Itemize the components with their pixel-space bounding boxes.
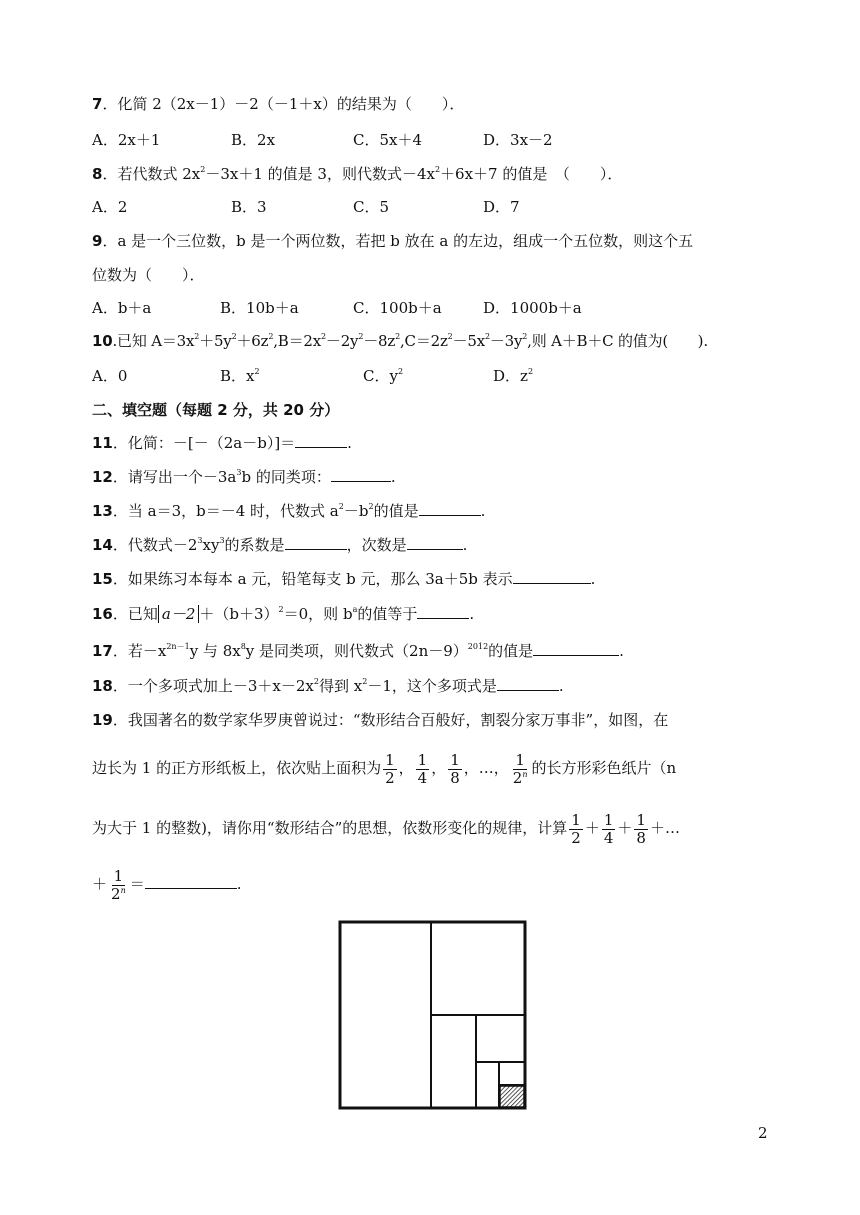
question-text: ＋6z <box>236 332 269 350</box>
question-text: 的值是 <box>488 642 534 660</box>
question-19-line-3 <box>92 808 680 848</box>
fraction <box>511 752 530 787</box>
question-8 <box>92 164 622 184</box>
ellipsis: …， <box>478 759 509 777</box>
option-b: B．10b＋a <box>220 299 299 317</box>
exponent: 3 <box>197 536 203 545</box>
question-14 <box>92 535 467 555</box>
absolute-value: a－2 <box>158 605 200 623</box>
exponent: 3 <box>236 468 242 477</box>
question-text: －3y <box>489 332 523 350</box>
question-text: y 与 8x <box>189 642 241 660</box>
question-text: －2y <box>325 332 359 350</box>
exponent: n <box>522 769 528 779</box>
fraction <box>109 868 128 903</box>
fraction <box>634 812 648 847</box>
question-number: 10 <box>92 332 113 350</box>
question-text: ＋5y <box>199 332 232 350</box>
question-text: 的值等于 <box>357 605 418 623</box>
question-text: b 的同类项： <box>241 468 331 486</box>
exponent: 8 <box>240 642 246 651</box>
question-text: ．如果练习本每本 a 元，铅笔每支 b 元，那么 3a＋5b 表示 <box>112 570 513 588</box>
exponent: 2 <box>522 332 528 341</box>
fraction <box>602 812 616 847</box>
question-text: －b <box>343 502 369 520</box>
exponent: 2 <box>362 677 368 686</box>
fraction <box>569 812 583 847</box>
answer-blank[interactable] <box>331 467 391 482</box>
denominator <box>511 770 530 787</box>
answer-blank[interactable] <box>419 501 481 516</box>
option-text: D．z <box>493 367 528 385</box>
exponent: 2 <box>254 367 260 376</box>
period: . <box>590 570 596 588</box>
question-11 <box>92 433 352 453</box>
period: . <box>462 536 468 554</box>
question-13 <box>92 501 485 521</box>
page-number: 2 <box>758 1124 768 1142</box>
question-19 <box>92 710 668 730</box>
question-number: 18 <box>92 677 113 695</box>
exponent: 2 <box>397 367 404 376</box>
question-text: ．若－x <box>112 642 167 660</box>
exponent: 2 <box>447 332 453 341</box>
question-text: －8z <box>363 332 396 350</box>
question-text: .已知 A＝3x <box>112 332 195 350</box>
question-text: ,C＝2z <box>399 332 448 350</box>
option-a: A．b＋a <box>92 299 152 317</box>
answer-blank[interactable] <box>533 641 619 656</box>
answer-blank[interactable] <box>513 569 591 584</box>
question-19-line-2 <box>92 748 676 788</box>
exponent: 2 <box>434 165 441 174</box>
period: . <box>390 468 396 486</box>
denominator-base: 2 <box>512 768 523 787</box>
period: . <box>347 434 352 452</box>
question-number: 17 <box>92 642 113 660</box>
exponent: 3 <box>219 536 225 545</box>
question-text: ．若代数式 2x <box>102 165 201 183</box>
question-15 <box>92 569 595 589</box>
question-9 <box>92 231 693 251</box>
question-number: 12 <box>92 468 113 486</box>
question-text: ．一个多项式加上－3＋x－2x <box>112 677 314 695</box>
exponent: 2 <box>313 677 319 686</box>
option-d: D．3x－2 <box>483 131 553 149</box>
question-text: ，次数是 <box>346 536 407 554</box>
question-text: 为大于 1 的整数)，请你用“数形结合”的思想，依数形变化的规律，计算 <box>92 819 568 837</box>
question-text: y 是同类项，则代数式（2n－9） <box>245 642 468 660</box>
denominator: 8 <box>636 828 646 847</box>
option-d: D．1000b＋a <box>483 299 582 317</box>
option-c: C．5 <box>353 198 390 216</box>
question-7 <box>92 94 464 114</box>
denominator: 2 <box>385 768 395 787</box>
exponent: 2 <box>395 332 400 341</box>
option-a: A．2 <box>92 198 128 216</box>
plus-sign: ＋ <box>584 819 600 837</box>
shaded-piece <box>500 1086 524 1107</box>
exponent: 2 <box>358 332 364 341</box>
question-text: ＋… <box>649 819 680 837</box>
question-text: ．请写出一个－3a <box>112 468 237 486</box>
exponent: 2 <box>268 332 274 341</box>
question-text: ．化简 2（2x－1）－2（－1＋x）的结果为（ ）． <box>102 95 465 113</box>
question-number: 14 <box>92 536 113 554</box>
exponent: 2 <box>231 332 237 341</box>
option-text: C．y <box>363 367 398 385</box>
question-text: ＋6x＋7 的值是 （ ）． <box>440 165 623 183</box>
question-12 <box>92 467 396 487</box>
denominator-base: 2 <box>111 884 121 903</box>
denominator: 2 <box>571 828 581 847</box>
question-text: xy <box>202 536 220 554</box>
answer-blank[interactable] <box>295 433 347 448</box>
question-text: －1，这个多项式是 <box>367 677 497 695</box>
question-text: ,B＝2x <box>273 332 322 350</box>
question-number: 9 <box>92 232 103 250</box>
separator: ， <box>398 759 414 777</box>
question-text: ＋（b＋3） <box>199 605 279 623</box>
option-c: C．100b＋a <box>353 299 442 317</box>
exponent: n <box>120 885 126 895</box>
option-c: C．5x＋4 <box>353 131 423 149</box>
fraction <box>448 752 462 787</box>
numerator: 1 <box>450 750 460 769</box>
exponent: 2 <box>321 332 326 341</box>
period: . <box>469 605 475 623</box>
question-text: ．我国著名的数学家华罗庚曾说过：“数形结合百般好，割裂分家万事非”，如图，在 <box>112 711 669 729</box>
denominator <box>109 886 128 903</box>
exponent: 2 <box>200 165 206 174</box>
question-number: 15 <box>92 570 113 588</box>
question-text: 的长方形彩色纸片（n <box>531 759 677 777</box>
question-text: ．代数式－2 <box>112 536 198 554</box>
numerator: 1 <box>571 810 581 829</box>
question-text: ．化简：－[－（2a－b）]＝ <box>112 434 296 452</box>
exponent: 2012 <box>467 642 489 651</box>
question-number: 11 <box>92 434 113 452</box>
square-figure <box>338 918 528 1110</box>
question-9-line-2: 位数为（ ）． <box>92 266 205 284</box>
answer-blank[interactable] <box>145 874 237 889</box>
question-text: 边长为 1 的正方形纸板上，依次贴上面积为 <box>92 759 382 777</box>
question-text: ．当 a＝3，b＝－4 时，代数式 a <box>112 502 339 520</box>
option-c <box>363 366 403 386</box>
period: . <box>619 642 624 660</box>
exponent: 2 <box>194 332 200 341</box>
question-text: ．a 是一个三位数，b 是一个两位数，若把 b 放在 a 的左边，组成一个五位数，则这个五 <box>102 232 694 250</box>
numerator: 1 <box>515 750 525 769</box>
answer-blank[interactable] <box>417 604 469 619</box>
exponent: 2 <box>527 367 534 376</box>
exponent: 2 <box>484 332 490 341</box>
denominator: 8 <box>450 768 460 787</box>
option-a: A．2x＋1 <box>92 131 161 149</box>
question-text: －3x＋1 的值是 3，则代数式－4x <box>205 165 435 183</box>
question-text: 得到 x <box>318 677 363 695</box>
separator: ， <box>463 759 479 777</box>
exponent: a <box>352 605 358 614</box>
period: . <box>480 502 486 520</box>
option-d <box>493 366 533 386</box>
plus-sign: ＋ <box>92 875 108 893</box>
answer-blank[interactable] <box>407 535 463 550</box>
plus-sign: ＋ <box>617 819 633 837</box>
question-17 <box>92 641 624 661</box>
question-text: ＝0，则 b <box>283 605 353 623</box>
numerator: 1 <box>417 750 428 769</box>
section-heading: 二、填空题（每题 2 分，共 20 分） <box>92 401 340 419</box>
option-b: B．3 <box>231 198 267 216</box>
question-number: 8 <box>92 165 103 183</box>
denominator: 4 <box>417 768 428 787</box>
question-16 <box>92 604 474 624</box>
numerator: 1 <box>113 866 124 885</box>
question-text: ．已知 <box>112 605 158 623</box>
period: . <box>236 875 242 893</box>
question-18 <box>92 676 564 696</box>
answer-blank[interactable] <box>497 676 559 691</box>
question-number: 13 <box>92 502 113 520</box>
option-text: B．x <box>220 367 255 385</box>
fraction <box>416 752 430 787</box>
option-b <box>220 366 260 386</box>
question-text: ,则 A＋B＋C 的值为( ). <box>527 332 708 350</box>
question-10 <box>92 331 708 351</box>
numerator: 1 <box>636 810 646 829</box>
question-number: 19 <box>92 711 113 729</box>
exponent: 2 <box>278 605 284 614</box>
option-b: B．2x <box>231 131 276 149</box>
numerator: 1 <box>603 810 614 829</box>
question-text: 的系数是 <box>224 536 285 554</box>
exponent: 2 <box>368 502 374 511</box>
denominator: 4 <box>603 828 614 847</box>
period: . <box>558 677 564 695</box>
equals-sign: ＝ <box>129 875 145 893</box>
option-a: A．0 <box>92 367 128 385</box>
answer-blank[interactable] <box>285 535 347 550</box>
exponent: 2 <box>338 502 344 511</box>
question-19-line-4 <box>92 864 242 904</box>
question-text: －5x <box>452 332 485 350</box>
question-text: 的值是 <box>373 502 419 520</box>
numerator: 1 <box>385 750 395 769</box>
option-d: D．7 <box>483 198 520 216</box>
exponent: 2n－1 <box>166 642 190 651</box>
separator: ， <box>431 759 447 777</box>
question-number: 16 <box>92 605 113 623</box>
question-number: 7 <box>92 95 103 113</box>
fraction <box>383 752 397 787</box>
